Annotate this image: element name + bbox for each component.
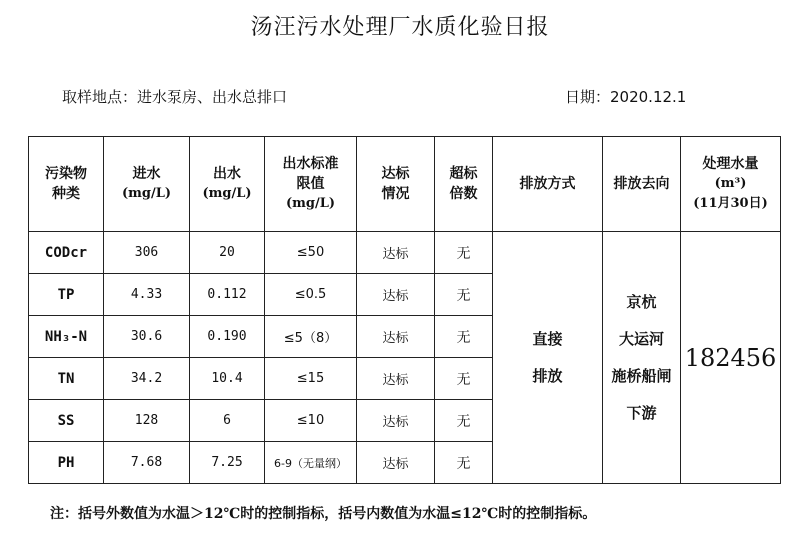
status-value: 达标 [357,442,435,484]
report-date: 日期：2020.12.1 [565,88,687,106]
header-outflow: 出水 (mg/L) [190,137,265,232]
limit-value: ≤10 [265,400,357,442]
status-value: 达标 [357,316,435,358]
sampling-location: 取样地点：进水泵房、出水总排口 [62,88,288,106]
pollutant-name: PH [29,442,104,484]
limit-value: ≤50 [265,232,357,274]
discharge-method-cell: 直接 排放 [493,232,603,484]
discharge-dest-cell: 京杭 大运河 施桥船闸 下游 [603,232,681,484]
header-discharge-method: 排放方式 [493,137,603,232]
pollutant-name: SS [29,400,104,442]
table-row [29,232,781,274]
pollutant-name: TN [29,358,104,400]
status-value: 达标 [357,232,435,274]
table-header-row [29,137,781,232]
pollutant-name: CODcr [29,232,104,274]
status-value: 达标 [357,400,435,442]
outflow-value: 7.25 [190,442,265,484]
water-quality-table [28,136,781,484]
inflow-value: 306 [104,232,190,274]
limit-value: ≤5（8） [265,316,357,358]
exceed-value: 无 [435,442,493,484]
inflow-value: 30.6 [104,316,190,358]
pollutant-name: NH₃-N [29,316,104,358]
header-discharge-dest: 排放去向 [603,137,681,232]
header-compliance: 达标 情况 [357,137,435,232]
limit-value: ≤15 [265,358,357,400]
header-limit: 出水标准 限值 (mg/L) [265,137,357,232]
exceed-value: 无 [435,316,493,358]
status-value: 达标 [357,274,435,316]
outflow-value: 10.4 [190,358,265,400]
pollutant-name: TP [29,274,104,316]
exceed-value: 无 [435,232,493,274]
exceed-value: 无 [435,400,493,442]
header-exceed: 超标 倍数 [435,137,493,232]
footnote: 注：括号外数值为水温＞12℃时的控制指标，括号内数值为水温≤12℃时的控制指标。 [50,506,597,522]
status-value: 达标 [357,358,435,400]
inflow-value: 4.33 [104,274,190,316]
exceed-value: 无 [435,274,493,316]
limit-value: 6-9（无量纲） [265,442,357,484]
treated-volume: 182456 [681,232,781,484]
inflow-value: 128 [104,400,190,442]
exceed-value: 无 [435,358,493,400]
header-pollutant: 污染物 种类 [29,137,104,232]
header-volume: 处理水量 (m³) (11月30日) [681,137,781,232]
outflow-value: 6 [190,400,265,442]
report-title: 汤汪污水处理厂水质化验日报 [250,15,550,40]
outflow-value: 20 [190,232,265,274]
outflow-value: 0.190 [190,316,265,358]
limit-value: ≤0.5 [265,274,357,316]
header-inflow: 进水 (mg/L) [104,137,190,232]
inflow-value: 7.68 [104,442,190,484]
inflow-value: 34.2 [104,358,190,400]
outflow-value: 0.112 [190,274,265,316]
